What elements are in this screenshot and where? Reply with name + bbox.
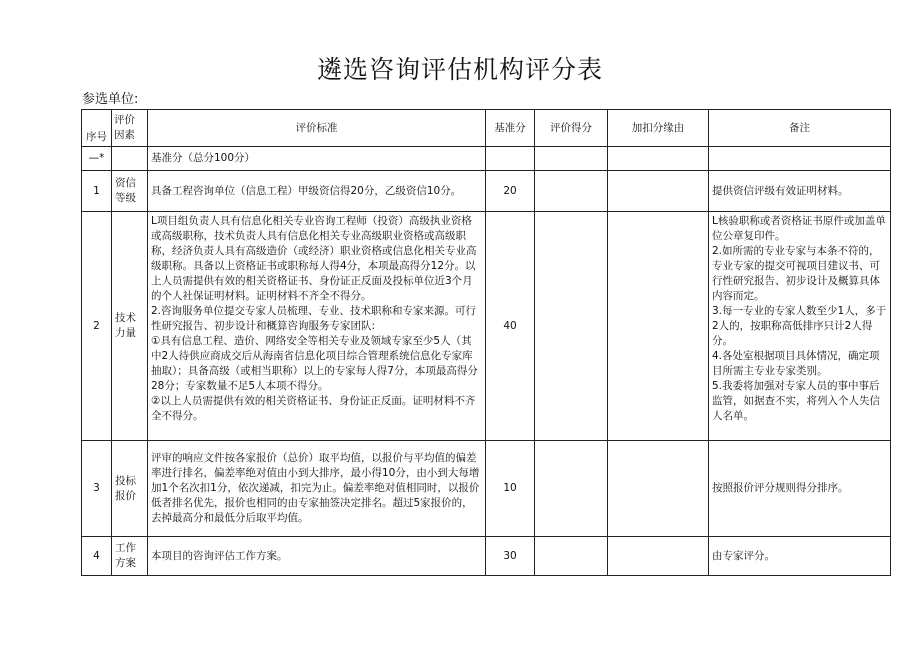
row-evaluation-score-cell[interactable] [535,441,608,537]
row-remark: L核验职称或者资格证书原件或加盖单位公章复印件。 2.如所需的专业专家与本条不符的，专业专家的提交可视项目建议书、可行性研究报告、初步设计及概算具体内容而定。 3.每一专业的专家人数至少1人，多于2人的，按职称高低排序只计2人得分。 4.各处室根据项目具体情况，确定项目所需主专业专家类别。 5.我委将加强对专家人员的事中事后监管，如据查不实，将列入个人失信人名单。 [709,212,891,441]
row-no: 1 [82,171,112,212]
row-evaluation-score-cell[interactable] [535,171,608,212]
header-no: 序号 [82,110,112,147]
header-standard: 评价标准 [148,110,486,147]
row-base-score [486,147,535,171]
row-remark: 按照报价评分规则得分排序。 [709,441,891,537]
row-remark: 由专家评分。 [709,537,891,576]
row-standard: 本项目的咨询评估工作方案。 [148,537,486,576]
row-base-score: 20 [486,171,535,212]
row-evaluation-score-cell[interactable] [535,147,608,171]
page-title: 遴选咨询评估机构评分表 [316,55,603,84]
row-standard: 基准分（总分100分） [148,147,486,171]
row-adjust-reason-cell[interactable] [608,441,709,537]
row-base-score: 30 [486,537,535,576]
table-row [82,147,891,171]
row-base-score: 40 [486,212,535,441]
row-standard: L项目组负责人具有信息化相关专业咨询工程师（投资）高级执业资格或高级职称，技术负责人具有信息化相关专业高级职业资格或高级职称，经济负责人具有高级造价（或经济）职业资格或信息化相关专业高级职称。具备以上资格证书或职称每人得4分，本项最高得分12分。以上人员需提供有效的相关资格证书、身份证正反面及投标单位近3个月的个人社保证明材料。证明材料不齐全不得分。 2.咨询服务单位提交专家人员梳理、专业、技术职称和专家来源。可行性研究报告、初步设计和概算咨询服务专家团队: ①具有信息工程、造价、网络安全等相关专业及领域专家至少5人（其中2人待供应商成交后从海南省信息化项目综合管理系统信息化专家库抽取）；具备高级（或相当职称）以上的专家每人得7分，本项最高得分28分；专家数量不足5人本项不得分。 ②以上人员需提供有效的相关资格证书、身份证正反面。证明材料不齐全不得分。 [148,212,486,441]
row-standard: 评审的响应文件按各家报价（总价）取平均值，以报价与平均值的偏差率进行排名，偏差率绝对值由小到大排序，最小得10分，由小到大每增加1个名次扣1分，依次递减，扣完为止。偏差率绝对值相同时，以报价低者排名优先，报价也相同的由专家抽签决定排名。超过5家报价的，去掉最高分和最低分后取平均值。 [148,441,486,537]
row-criterion: 资信等级 [112,171,148,212]
row-remark [709,147,891,171]
row-criterion [112,147,148,171]
row-standard: 具备工程咨询单位（信息工程）甲级资信得20分，乙级资信10分。 [148,171,486,212]
table-header-row [82,110,891,147]
row-no: 4 [82,537,112,576]
row-criterion: 投标报价 [112,441,148,537]
row-evaluation-score-cell[interactable] [535,537,608,576]
header-base-score: 基准分 [486,110,535,147]
row-no: 2 [82,212,112,441]
header-adjust-reason: 加扣分缘由 [608,110,709,147]
row-no: 3 [82,441,112,537]
table-row [82,171,891,212]
row-criterion: 工作方案 [112,537,148,576]
table-row [82,441,891,537]
score-table [81,109,891,576]
participant-unit-label: 参选单位: [82,92,139,107]
row-evaluation-score-cell[interactable] [535,212,608,441]
row-remark: 提供资信评级有效证明材料。 [709,171,891,212]
row-adjust-reason-cell[interactable] [608,537,709,576]
row-adjust-reason-cell[interactable] [608,212,709,441]
header-evaluation-score: 评价得分 [535,110,608,147]
table-row [82,537,891,576]
row-adjust-reason-cell[interactable] [608,147,709,171]
header-remark: 备注 [709,110,891,147]
header-criterion: 评价因素 [112,110,148,147]
row-no: —* [82,147,112,171]
row-adjust-reason-cell[interactable] [608,171,709,212]
row-criterion: 技术力量 [112,212,148,441]
row-base-score: 10 [486,441,535,537]
table-row [82,212,891,441]
